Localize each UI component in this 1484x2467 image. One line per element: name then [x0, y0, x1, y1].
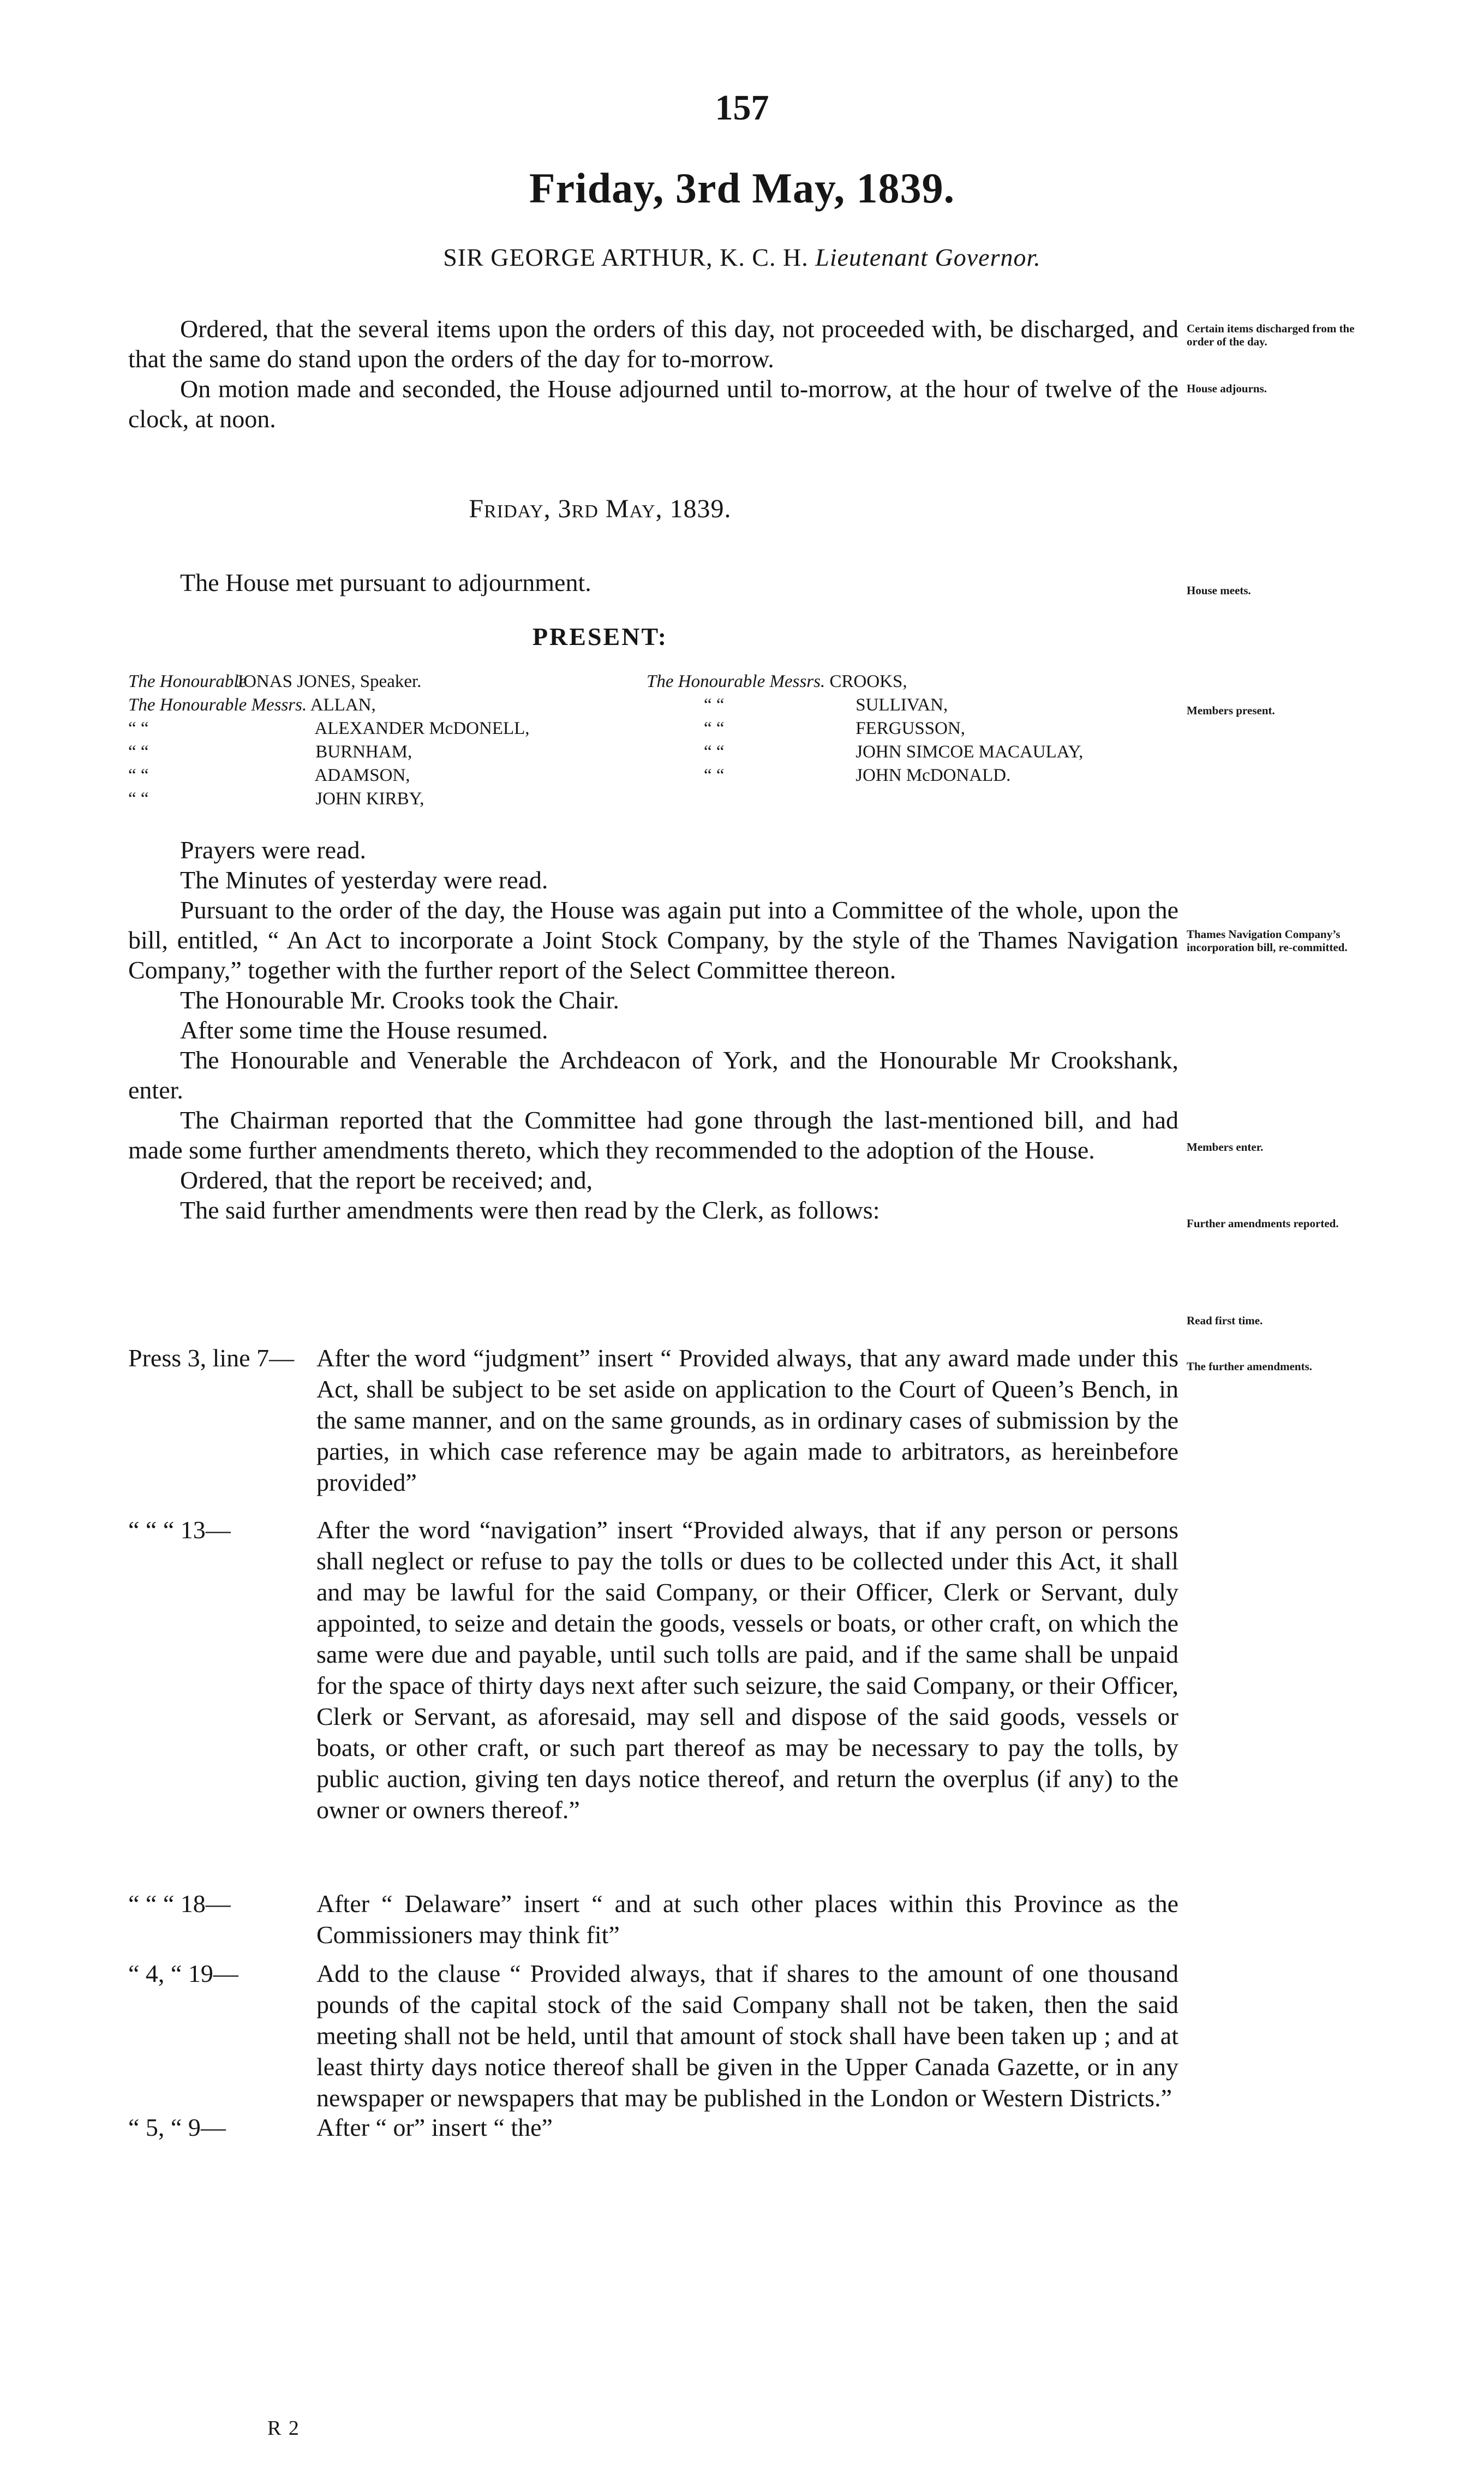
member-name: CROOKS,: [829, 672, 907, 691]
date-heading: Friday, 3rd May, 1839.: [529, 164, 955, 212]
members-list-right: [647, 670, 1083, 787]
present-heading: PRESENT:: [532, 623, 668, 650]
member-entry: [128, 694, 530, 717]
member-prefix: The Honourable Messrs.: [128, 695, 307, 715]
house-met-paragraph: The House met pursuant to adjournment.: [180, 569, 591, 596]
member-name: JOHN McDONALD.: [855, 766, 1011, 785]
amendment-text: After “ Delaware” insert “ and at such other places within this Province as the Commissioners may think fit”: [316, 1890, 1178, 1949]
amendment-text: After “ or” insert “ the”: [316, 2113, 553, 2141]
margin-note-house-meets: House meets.: [1187, 584, 1251, 597]
committee-paragraph: Pursuant to the order of the day, the House was again put into a Committee of the whole, upon the bill, entitled, “ An Act to incorporate a Joint Stock Company, by the style of the Thames Navigation Company,” together with the further report of the Select Committee thereon.: [128, 896, 1178, 984]
member-prefix: The Honourable Messrs.: [647, 672, 825, 691]
amendment-text: After the word “navigation” insert “Provided always, that if any person or persons shall neglect or refuse to pay the tolls or dues to be collected under this Act, it shall and may be lawful for the said Company, or their Officer, Clerk or Servant, duly appointed, to seize and detain the goods, vessels or boats, or other craft, on which the same were due and payable, until such tolls are paid, and if the same shall be unpaid for the space of thirty days next after such seizure, the said Company, or their Officer, Clerk or Servant, as aforesaid, may sell and dispose of the said goods, vessels or boats, or other craft, or such part thereof as may be necessary to pay the tolls, by public auction, giving ten days notice thereof, and return the overplus (if any) to the owner or owners thereof.”: [316, 1516, 1178, 1824]
chair-paragraph: The Honourable Mr. Crooks took the Chair.: [180, 986, 619, 1014]
resumed-paragraph: After some time the House resumed.: [180, 1016, 548, 1044]
member-entry: [647, 694, 1083, 717]
margin-note-thames-bill: Thames Navigation Company’s incorporation bill, re-committed.: [1187, 928, 1348, 954]
member-entry: [647, 764, 1083, 787]
section-date-heading: Friday, 3rd May, 1839.: [469, 494, 732, 523]
amendment-reference: Press 3, line 7—: [128, 1344, 295, 1372]
prayers-paragraph: Prayers were read.: [180, 836, 366, 864]
member-name: JOHN SIMCOE MACAULAY,: [855, 742, 1084, 762]
member-entry: [647, 740, 1083, 764]
governor-line: [0, 243, 1484, 272]
member-entry: [128, 764, 530, 787]
amendment-reference: “ “ “ 13—: [128, 1516, 231, 1544]
amendment-reference: “ “ “ 18—: [128, 1890, 231, 1918]
member-name: FERGUSSON,: [855, 719, 966, 738]
margin-note-the-further-amendments: The further amendments.: [1187, 1360, 1313, 1373]
member-prefix: “ “: [128, 742, 149, 762]
amendment-text: After the word “judgment” insert “ Provided always, that any award made under this Act, shall be subject to be set aside on application to the Court of Queen’s Bench, in the same manner, and on the same grounds, as in ordinary cases of submission by the parties, in which case reference may be again made to arbitrators, as hereinbefore provided”: [316, 1344, 1178, 1496]
member-name: JOHN KIRBY,: [315, 789, 424, 809]
minutes-paragraph: The Minutes of yesterday were read.: [180, 866, 548, 894]
member-prefix: “ “: [704, 742, 725, 762]
member-name: SULLIVAN,: [855, 695, 948, 715]
member-prefix: “ “: [128, 719, 149, 738]
member-prefix: “ “: [128, 766, 149, 785]
margin-note-items-discharged: Certain items discharged from the order of the day.: [1187, 322, 1355, 348]
member-name: BURNHAM,: [315, 742, 412, 762]
margin-note-members-present: Members present.: [1187, 704, 1275, 717]
member-entry: [647, 670, 1083, 694]
ordered-paragraph: Ordered, that the report be received; and,: [180, 1166, 593, 1194]
signature-mark: R 2: [267, 2417, 300, 2440]
member-entry: [647, 717, 1083, 740]
governor-name: SIR GEORGE ARTHUR, K. C. H.: [443, 243, 809, 271]
margin-note-members-enter: Members enter.: [1187, 1140, 1264, 1154]
member-prefix: “ “: [704, 766, 725, 785]
page-number: 157: [715, 88, 769, 128]
member-entry: [128, 787, 530, 811]
member-name: ALLAN,: [310, 695, 376, 715]
member-prefix: The Honourable: [128, 672, 247, 691]
member-name: ADAMSON,: [314, 766, 410, 785]
governor-title: Lieutenant Governor.: [815, 243, 1041, 271]
amendment-reference: “ 5, “ 9—: [128, 2113, 226, 2141]
member-prefix: “ “: [704, 695, 725, 715]
proceedings: [128, 835, 1178, 1225]
amendment-reference: “ 4, “ 19—: [128, 1960, 238, 1987]
amendments-read-paragraph: The said further amendments were then read by the Clerk, as follows:: [180, 1196, 880, 1224]
adjournment-paragraph: On motion made and seconded, the House adjourned until to-morrow, at the hour of twelve of the clock, at noon.: [128, 375, 1178, 433]
members-enter-paragraph: The Honourable and Venerable the Archdeacon of York, and the Honourable Mr Crookshank, enter.: [128, 1046, 1178, 1104]
opening-paragraphs: [128, 314, 1178, 434]
margin-note-house-adjourns: House adjourns.: [1187, 382, 1267, 395]
member-entry: [128, 670, 530, 694]
margin-note-further-amendments: Further amendments reported.: [1187, 1217, 1339, 1230]
member-name: ALEXANDER McDONELL,: [314, 719, 530, 738]
members-list-left: [128, 670, 530, 811]
member-prefix: “ “: [128, 789, 149, 809]
margin-note-read-first-time: Read first time.: [1187, 1314, 1263, 1327]
member-entry: [128, 717, 530, 740]
member-name: JONAS JONES, Speaker.: [236, 672, 422, 691]
order-discharged-paragraph: Ordered, that the several items upon the orders of this day, not proceeded with, be discharged, and that the same do stand upon the orders of the day for to-morrow.: [128, 315, 1178, 373]
chairman-report-paragraph: The Chairman reported that the Committee had gone through the last-mentioned bill, and had made some further amendments thereto, which they recommended to the adoption of the House.: [128, 1106, 1178, 1164]
amendment-text: Add to the clause “ Provided always, that if shares to the amount of one thousand pounds of the capital stock of the said Company shall not be taken, then the said meeting shall not be held, until that amount of stock shall have been taken up ; and at least thirty days notice thereof shall be given in the Upper Canada Gazette, or in any newspaper or newspapers that may be published in the London or Western Districts.”: [316, 1960, 1178, 2112]
member-prefix: “ “: [704, 719, 725, 738]
member-entry: [128, 740, 530, 764]
